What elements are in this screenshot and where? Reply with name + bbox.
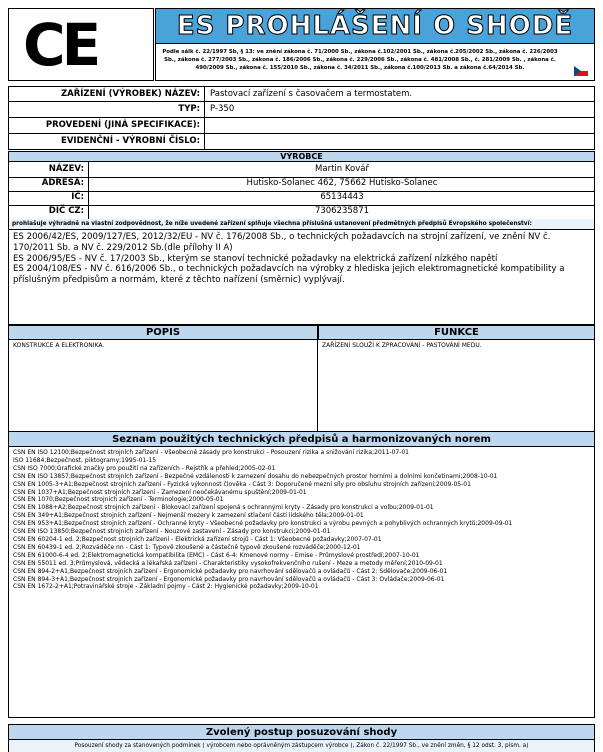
norm-item: ČSN EN 1088+A2;Bezpečnost strojních zařízení - Blokovací zařízení spojená s ochrannými kryty - Zásady pro konstrukci a volbu;2009-01-01 xyxy=(13,504,434,512)
legal-basis-box xyxy=(155,44,595,81)
manufacturer-name-label: NÁZEV: xyxy=(9,162,89,177)
page-title: ES PROHLÁŠENÍ O SHODĚ xyxy=(176,11,574,41)
device-type-row xyxy=(8,102,595,118)
norm-item: ČSN EN 1070;Bezpečnost strojních zařízení - Terminologie;2000-05-01 xyxy=(13,496,224,504)
norm-item: ČSN EN 349+A1;Bezpečnost strojních zařízení - Nejmenší mezery k zamezení stlačení částí lidského těla;2009-01-01 xyxy=(13,512,364,520)
norm-item: ČSN EN ISO 12100;Bezpečnost strojních zařízení - Všeobecné zásady pro konstrukci - Posouzení rizika a snižování rizika;2011-07-01 xyxy=(13,449,409,456)
declaration-body xyxy=(8,230,595,325)
norm-item: ISO 11684;Bezpečnost, piktogramy;1995-01-15 xyxy=(13,456,157,464)
declaration-line: ES 2006/42/ES, 2009/127/ES, 2012/32/EU - NV č. 176/2008 Sb., o technických požadavcích na strojní zařízení, ve znění NV č. 170/2011 Sb. a NV č. 229/2012 Sb.(dle přílohy II A) xyxy=(13,232,551,253)
norm-item: ČSN EN 60439-1 ed. 2;Rozváděče nn - Část 1: Typově zkoušené a částečně typově zkoušené rozváděče;2000-12-01 xyxy=(13,543,361,551)
norm-item: ČSN EN 61000-6-4 ed. 2;Elektromagnetická kompatibilita (EMC) - Část 6-4: Kmenové normy - Emise - Průmyslové prostředí;2007-10-01 xyxy=(13,551,420,559)
norm-item: ČSN EN 1037+A1;Bezpečnost strojních zařízení - Zamezení neočekávanému spuštění;2009-01-01 xyxy=(13,488,307,496)
device-serial-label: EVIDENČNÍ - VÝROBNÍ ČÍSLO: xyxy=(9,134,205,149)
norms-list xyxy=(8,447,595,718)
ce-mark-logo: CE xyxy=(23,11,98,79)
assessment-heading: Zvolený postup posuzování shody xyxy=(8,724,595,740)
ce-mark-box xyxy=(8,8,154,81)
manufacturer-dic-value: 7306235871 xyxy=(314,206,370,216)
declaration-intro: prohlašuje výhradně na vlastní zodpovědnost, že níže uvedené zařízení splňuje všechna příslušná ustanovení předmětných předpisů Evropského společenství: xyxy=(8,219,595,230)
legal-basis-text: Podle sálk č. 22/1997 Sb, § 13: ve znění zákona č. 71/2000 Sb., zákona č.102/2001 Sb., zákona č.205/2002 Sb., zákona č. 226/2003 Sb., zákona č. 277/2003 Sb., zákona č. 186/2006 Sb., zákona č. 229/2006 Sb., zákona č. 481/2008 Sb., č. 281/2009 Sb. , zákona č. 490/2009 Sb., zákona č. 155/2010 Sb., zákona č. 34/2011 Sb., zákona č.100/2013 Sb. a zákona č.64/2014 Sb. xyxy=(162,49,558,71)
norm-item: ČSN EN ISO 13850;Bezpečnost strojních zařízení - Nouzové zastavení - Zásady pro konstrukci;2009-01-01 xyxy=(13,528,331,536)
device-variant-value xyxy=(206,118,210,133)
norm-item: ČSN EN 1005-3+A1;Bezpečnost strojních zařízení - Fyzická výkonnost člověka - Část 3: Doporučené mezní síly pro obsluhu strojních zařízení;2009-05-01 xyxy=(13,480,471,488)
title-banner xyxy=(155,8,595,44)
device-name-value: Pastovací zařízení s časovačem a termostatem. xyxy=(210,89,413,99)
norm-item: ČSN EN 953+A1;Bezpečnost strojních zařízení - Ochranné kryty - Všeobecné požadavky pro konstrukci a výrobu pevných a pohyblivých ochranných krytů;2009-09-01 xyxy=(13,520,513,528)
norm-item: ČSN EN 1672-2+A1;Potravinářské stroje - Základní pojmy - Část 2: Hygienické požadavky;2009-10-01 xyxy=(13,583,319,591)
czech-flag-icon xyxy=(574,66,588,76)
norm-item: ČSN EN 55011 ed. 3;Průmyslová, vědecká a lékařská zařízení - Charakteristiky vysokofrekvenčního rušení - Meze a metody měření;2010-09-01 xyxy=(13,559,443,567)
manufacturer-ic-value: 65134443 xyxy=(320,192,364,202)
device-name-row xyxy=(8,86,595,102)
norm-item: ČSN EN ISO 13857;Bezpečnost strojních zařízení - Bezpečné vzdálenosti k zamezení dosahu do nebezpečných prostor horními a dolními končetinami;2008-10-01 xyxy=(13,472,498,480)
norm-item: ČSN EN 894-2+A1;Bezpečnost strojních zařízení - Ergonomické požadavky pro navrhování sdělovačů a ovládačů - Část 2: Sdělovače;2009-06-01 xyxy=(13,567,448,575)
norm-item: ČSN ISO 7000;Grafické značky pro použití na zařízeních - Rejstřík a přehled;2005-02-01 xyxy=(13,464,276,472)
device-type-value: P-350 xyxy=(210,104,235,114)
device-serial-value xyxy=(206,134,210,149)
manufacturer-dic-row xyxy=(8,204,595,220)
manufacturer-heading: VÝROBCE xyxy=(8,151,595,162)
declaration-line: ES 2006/95/ES - NV č. 17/2003 Sb., kterým se stanoví technické požadavky na elektrická zařízení nízkého napětí xyxy=(13,253,498,264)
popis-heading: POPIS xyxy=(8,325,318,340)
manufacturer-ic-label: IČ: xyxy=(9,190,89,205)
popis-text: KONSTRUKCE A ELEKTRONIKA. xyxy=(8,340,318,432)
funkce-text: ZAŘÍZENÍ SLOUŽÍ K ZPRACOVÁNÍ - PASTOVÁNÍ MEDU. xyxy=(318,340,595,432)
manufacturer-address-label: ADRESA: xyxy=(9,176,89,191)
device-type-label: TYP: xyxy=(9,102,205,117)
declaration-line: ES 2004/108/ES - NV č. 616/2006 Sb., o technických požadavcích na výrobky z hlediska jejich elektromagnetické kompatibility a příslušným předpisům a normám, které z těchto nařízení (směrnic) vyplývají. xyxy=(13,264,565,286)
declaration-document xyxy=(8,8,595,752)
manufacturer-name-value: Martin Kovář xyxy=(315,164,369,174)
device-variant-label: PROVEDENÍ (JINÁ SPECIFIKACE): xyxy=(9,118,205,133)
funkce-heading: FUNKCE xyxy=(318,325,595,340)
device-variant-row xyxy=(8,118,595,134)
manufacturer-dic-label: DIČ CZ: xyxy=(9,204,89,219)
norms-heading: Seznam použitých technických předpisů a harmonizovaných norem xyxy=(8,432,595,447)
device-serial-row xyxy=(8,134,595,150)
assessment-text: Posouzení shody za stanovených podmínek ( výrobcem nebo oprávněným zástupcem výrobce ), Zákon č. 22/1997 Sb., ve znění změn, § 12 odst. 3, písm. a) xyxy=(8,740,595,752)
norm-item: ČSN EN 894-3+A1;Bezpečnost strojních zařízení - Ergonomické požadavky pro navrhování sdělovačů a ovládačů - Část 3: Ovládače;2009-06-01 xyxy=(13,575,445,583)
device-name-label: ZAŘÍZENÍ (VÝROBEK) NÁZEV: xyxy=(9,87,205,101)
norm-item: ČSN EN 60204-1 ed. 2;Bezpečnost strojních zařízení - Elektrická zařízení strojů - Část 1: Všeobecné požadavky;2007-07-01 xyxy=(13,535,382,543)
manufacturer-address-value: Hutisko-Solanec 462, 75662 Hutisko-Solanec xyxy=(246,178,438,188)
